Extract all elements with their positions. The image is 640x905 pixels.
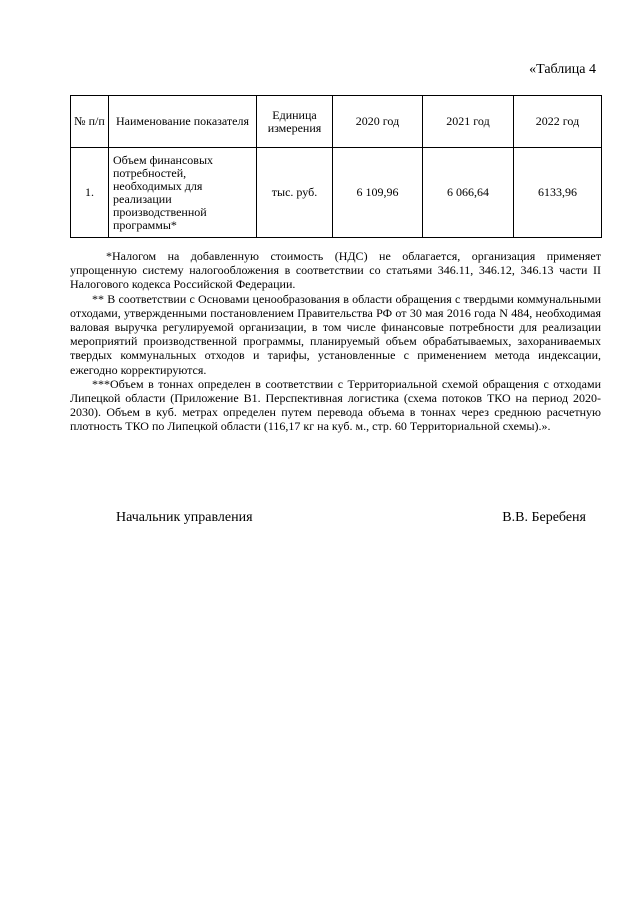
footnote-pricing: ** В соответствии с Основами ценообразования в области обращения с твердыми коммунальными отходами, утвержденными постановлением Правительства РФ от 30 мая 2016 года N 484, необходимая валовая выручка регулируемой организации, в том числе финансовые потребности для реализации мероприятий производственной программы, планируемый объем обрабатываемых, захораниваемых твердых коммунальных отходов и тарифы, установленные с применением метода индексации, ежегодно корректируются. [70, 291, 601, 377]
header-number: № п/п [71, 96, 109, 148]
header-unit: Единица измерения [257, 96, 333, 148]
table-header-row [71, 96, 602, 148]
signatory-name: В.В. Беребеня [502, 510, 586, 525]
cell-value-2020: 6 109,96 [333, 148, 423, 238]
cell-unit: тыс. руб. [257, 148, 333, 238]
footnote-volume: ***Объем в тоннах определен в соответствии с Территориальной схемой обращения с отходами Липецкой области (Приложение В1. Перспективная логистика (схема потоков ТКО на период 2020-2030). Объем в куб. метрах определен путем перевода объема в тоннах через среднюю расчетную плотность ТКО по Липецкой области (116,17 кг на куб. м., стр. 60 Территориальной схемы).». [70, 376, 601, 434]
cell-value-2022: 6133,96 [514, 148, 602, 238]
header-year-2022: 2022 год [514, 96, 602, 148]
table-row [71, 148, 602, 238]
cell-value-2021: 6 066,64 [423, 148, 514, 238]
header-indicator-name: Наименование показателя [109, 96, 257, 148]
cell-number: 1. [71, 148, 109, 238]
header-year-2021: 2021 год [423, 96, 514, 148]
data-table [70, 95, 602, 238]
footnotes [70, 249, 601, 434]
table-caption: «Таблица 4 [529, 62, 596, 77]
cell-indicator-name: Объем финансовых потребностей, необходимых для реализации производственной программы* [109, 148, 257, 238]
footnote-vat: *Налогом на добавленную стоимость (НДС) не облагается, организация применяет упрощенную систему налогообложения в соответствии со статьями 346.11, 346.12, 346.13 части II Налогового кодекса Российской Федерации. [70, 249, 601, 292]
signatory-title: Начальник управления [116, 510, 253, 525]
header-year-2020: 2020 год [333, 96, 423, 148]
